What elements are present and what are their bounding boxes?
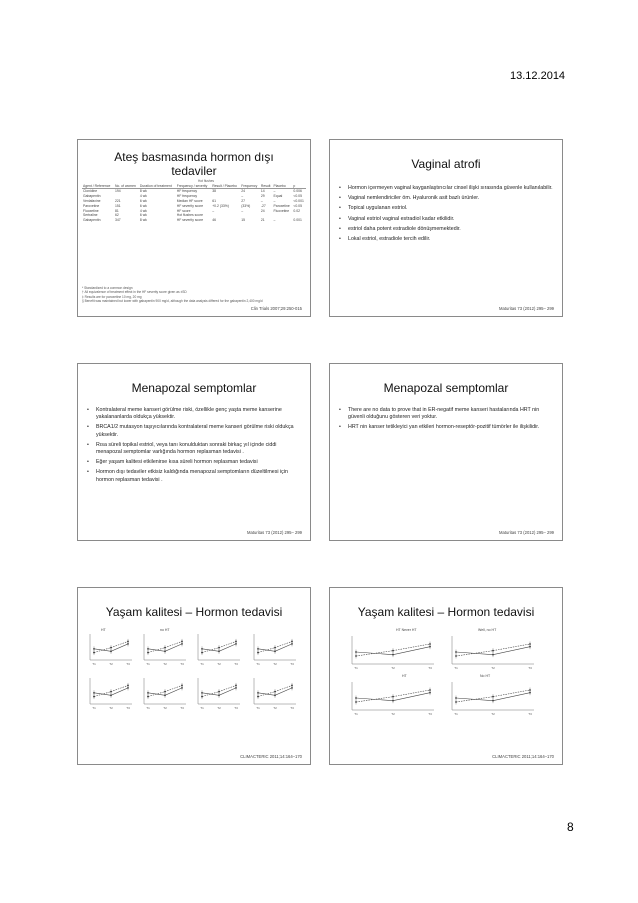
table-cell: 62 [114, 213, 119, 218]
tick-label: T1 [92, 662, 96, 666]
table-cell: -27 [260, 203, 266, 208]
panel-label-1: HT Never HT [396, 628, 417, 632]
tick-label: T3 [180, 706, 184, 710]
tick-label: T2 [109, 662, 113, 666]
table-cell: (33%) [241, 203, 251, 208]
bullet-item: • Kontralateral meme kanseri görülme riski, özellikle genç yaşta meme kanserine yakalananlarda oldukça yüksektir. [87, 407, 302, 421]
panel-label-2: Well, no HT [478, 628, 497, 632]
table-header-cell: No. of women [114, 184, 139, 189]
footnote: † All equivalence of treatment effect in the HF severity score given as ±SD [82, 290, 187, 295]
table-cell: 6 wk [139, 198, 147, 203]
bullet-item: • Lokal estriol, estradiole tercih edilir. [339, 236, 554, 243]
table-cell: Gabapentin [83, 194, 101, 199]
tick-label: T2 [163, 662, 167, 666]
bullet-item: • Eğer yaşam kalitesi etkilenirse kısa süreli hormon replasman tedavisi [87, 459, 302, 466]
tick-label: T3 [428, 666, 432, 670]
table-header-cell: Frequency / severity [176, 184, 211, 189]
table-cell: – [241, 208, 244, 213]
bullet-list [339, 185, 554, 246]
slide-title: Menapozal semptomlar [131, 381, 257, 395]
table-cell: 347 [114, 218, 121, 223]
table-cell: 4 wk [139, 194, 147, 199]
table-cell: 6 wk [139, 213, 147, 218]
tick-label: T1 [256, 706, 260, 710]
tick-label: T2 [217, 706, 221, 710]
slide-title-line2: tedaviler [171, 164, 217, 178]
bullet-item: • Vaginal estriol vaginal estradiol kadar etkilidir. [339, 216, 554, 223]
slide-title: Menapozal semptomlar [383, 381, 509, 395]
slide-menopausal-symptoms-2 [329, 363, 563, 541]
slide-source: Maturitas 73 (2012) 295– 299 [247, 530, 302, 535]
table-cell: 221 [114, 198, 121, 203]
tick-label: T2 [217, 662, 221, 666]
table-cell: Clonidine [83, 189, 98, 194]
table-header-cell: Duration of treatment [139, 184, 176, 189]
tick-label: T2 [109, 706, 113, 710]
table-cell: Gabapentin [83, 218, 101, 223]
tick-label: T3 [234, 706, 238, 710]
table-cell: 8 wk [139, 218, 147, 223]
table-cell: 0.006 [293, 189, 302, 194]
table-cell: 61 [212, 198, 216, 203]
tick-label: T3 [528, 712, 532, 716]
tick-label: T1 [454, 712, 458, 716]
slide-vaginal-atrophy [329, 139, 563, 317]
table-cell: 27 [241, 198, 246, 203]
panel-label-no-ht: no HT [160, 628, 170, 632]
table-cell: <0.001 [293, 198, 304, 203]
tick-label: T2 [391, 712, 395, 716]
slide-menopausal-symptoms-1 [77, 363, 311, 541]
table-cell: HF score [176, 208, 191, 213]
table-cell: 81 [114, 208, 119, 213]
bullet-item: • Hormon içermeyen vaginal kayganlaştırıcılar cinsel ilişki sırasında güvenle kullanılabilir. [339, 185, 554, 192]
tick-label: T1 [200, 706, 204, 710]
slide-title [78, 150, 310, 178]
table-cell: 151 [114, 203, 121, 208]
panel-label-ht: HT [101, 628, 106, 632]
table-cell: Equal [273, 194, 283, 199]
tick-label: T1 [454, 666, 458, 670]
tick-label: T3 [234, 662, 238, 666]
table-cell: Median HF score [176, 198, 203, 203]
table-cell: 0.02 [293, 208, 300, 213]
qol-chart-grid-right [330, 632, 562, 732]
table-cell: +0.2 (33%) [212, 203, 229, 208]
bullet-item: • Hormon dışı tedaviler etkisiz kaldığında menapozal semptomların düzeltilmesi için hormon replasman tedavisi . [87, 469, 302, 483]
table-cell: 14 [260, 189, 265, 194]
table-cell: 194 [114, 189, 121, 194]
tick-label: T2 [273, 662, 277, 666]
slide-source: Maturitas 73 (2012) 295– 299 [499, 306, 554, 311]
table-cell: Fluoxetine [273, 208, 290, 213]
tick-label: T3 [290, 662, 294, 666]
table-cell: – [273, 198, 276, 203]
tick-label: T3 [290, 706, 294, 710]
table-cell: – [273, 218, 276, 223]
tick-label: T1 [354, 666, 358, 670]
table-cell: 6 wk [139, 203, 147, 208]
bullet-item: • Rısa süreli topikal estriol, veya tanı konulduktan sonraki birkaç yıl içinde ciddi menapozal semptomlar varlığında hormon replasman tedavisi . [87, 442, 302, 456]
table-cell: Fluoxetine [83, 208, 99, 213]
table-cell: HF severity score [176, 218, 204, 223]
slide-source: CLIMACTERIC 2011;14:164–170 [240, 754, 302, 759]
table-cell: 8 wk [139, 189, 147, 194]
footnote: ‡ Results are for paroxetine 10 mg, 20 mg [82, 294, 142, 299]
slide-quality-of-life-2 [329, 587, 563, 765]
panel-label-4: No HT [480, 674, 491, 678]
bullet-list [87, 407, 302, 487]
table-cell: 38 [212, 189, 216, 194]
hot-flush-table [82, 184, 306, 222]
footnote: * Standardized to a common design [82, 286, 133, 290]
table-cell: 24 [260, 208, 265, 213]
tick-label: T1 [92, 706, 96, 710]
tick-label: T1 [200, 662, 204, 666]
tick-label: T2 [163, 706, 167, 710]
table-cell: HF severity score [176, 203, 204, 208]
table-cell: Venlafaxine [83, 198, 101, 203]
slide-source: Clin Trials 2007;29:250-015 [250, 306, 302, 311]
tick-label: T3 [126, 706, 130, 710]
table-body [82, 189, 306, 223]
bullet-list [339, 407, 554, 435]
slide-quality-of-life-1 [77, 587, 311, 765]
table-cell: 15 [241, 218, 246, 223]
qol-chart-grid-left [78, 630, 310, 750]
table-cell: <0.05 [293, 194, 302, 199]
table-cell: HF frequency [176, 194, 198, 199]
slide-hot-flush-nonhormonal [77, 139, 311, 317]
page-number: 8 [567, 820, 574, 834]
bullet-item: • Topical uygulanan estriol. [339, 205, 554, 212]
header-date: 13.12.2014 [510, 70, 566, 82]
tick-label: T1 [146, 706, 150, 710]
table-header-cell: Result [260, 184, 273, 189]
tick-label: T2 [391, 666, 395, 670]
tick-label: T2 [491, 666, 495, 670]
table-footnotes [82, 286, 263, 303]
tick-label: T3 [126, 662, 130, 666]
slide-source: Maturitas 73 (2012) 295– 299 [499, 530, 554, 535]
tick-label: T3 [180, 662, 184, 666]
tick-label: T3 [528, 666, 532, 670]
table-cell: Hot flushes score [176, 213, 203, 218]
bullet-item: • BRCA1/2 mutasyon taşıyıcılarında kontralateral meme kanseri görülme riski oldukça yüksektir. [87, 424, 302, 438]
bullet-item: • HRT nin kanser tetikleyici yan etkileri hormon-reseptör-pozitif tümörler ile ilişkilidir. [339, 424, 554, 431]
table-header-cell: Placebo [273, 184, 293, 189]
table-cell: 0.001 [293, 218, 302, 223]
slide-title-line1: Ateş basmasında hormon dışı [114, 150, 274, 164]
table-cell: – [212, 208, 215, 213]
table-cell: Paroxetine [273, 203, 290, 208]
slide-title: Vaginal atrofi [411, 157, 481, 171]
bullet-item: • estriol daha potent estradiole dönüşmemektedir. [339, 226, 554, 233]
table-cell: 24 [241, 189, 246, 194]
table-header-cell: p [292, 184, 306, 189]
table-cell: Sertraline [83, 213, 98, 218]
slide-source: CLIMACTERIC 2011;14:164–170 [492, 754, 554, 759]
table-cell: 4 wk [139, 208, 147, 213]
table-cell: 21 [260, 218, 265, 223]
table-group-header: Hot flushes [198, 179, 214, 183]
table-cell: 29 [260, 194, 265, 199]
panel-label-3: HT [402, 674, 407, 678]
slide-title: Yaşam kalitesi – Hormon tedavisi [357, 605, 535, 619]
table-cell: 46 [212, 218, 216, 223]
tick-label: T2 [491, 712, 495, 716]
tick-label: T1 [256, 662, 260, 666]
bullet-item: • Vaginal nemlendiriciler öm. Hyaluronik asit bazlı ürünler. [339, 195, 554, 202]
tick-label: T1 [354, 712, 358, 716]
table-header-cell: Agent / Reference [82, 184, 114, 189]
tick-label: T3 [428, 712, 432, 716]
table-header-cell: Result / Placebo [211, 184, 240, 189]
table-cell: Paroxetine [83, 203, 100, 208]
table-cell: – [260, 198, 263, 203]
table-cell: – [241, 194, 244, 199]
slide-title: Yaşam kalitesi – Hormon tedavisi [105, 605, 283, 619]
bullet-item: • There are no data to prove that in ER-negatif meme kanseri hastalarında HRT nin güvenli olduğunu gösteren veri yoktur. [339, 407, 554, 421]
tick-label: T1 [146, 662, 150, 666]
footnote: § Benefit was maintained but lower with gabapentin 900 mg/d, although the data analysis differed for the gabapentin 2,400 mg/d [82, 298, 263, 303]
table-row [82, 218, 306, 223]
table-cell: – [273, 189, 276, 194]
table-header-cell: Frequency [240, 184, 260, 189]
table-cell: <0.05 [293, 203, 302, 208]
table-cell: HF frequency [176, 189, 198, 194]
tick-label: T2 [273, 706, 277, 710]
